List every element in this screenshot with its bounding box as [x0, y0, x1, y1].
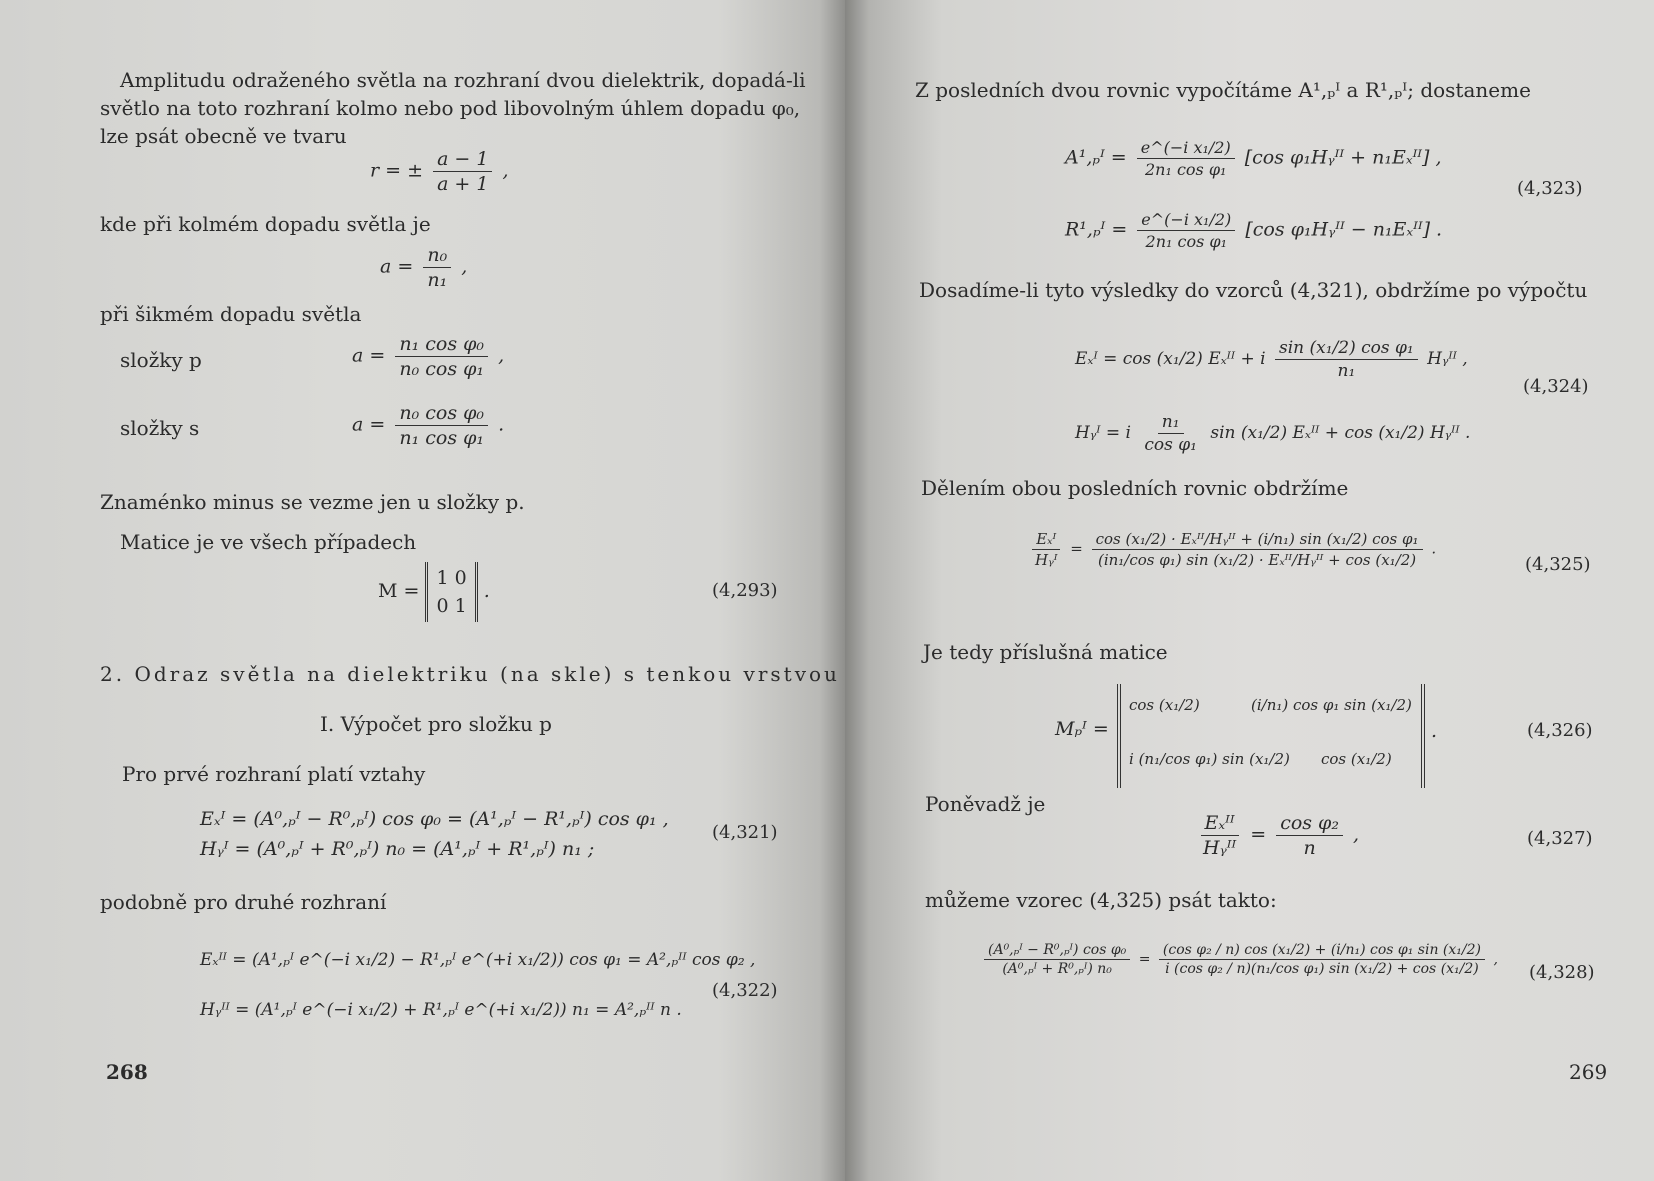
equation-number-4-293: (4,293): [712, 580, 778, 601]
intro-line-2: světlo na toto rozhraní kolmo nebo pod libovolným úhlem dopadu φ₀,: [100, 96, 801, 120]
equation-4-324-line-1: Eₓᴵ = cos (x₁/2) Eₓᴵᴵ + i $\frac{\text{sin (x₁/2) cos φ₁}}{\text{n₁}}$ Hᵧᴵᴵ ,: [1075, 338, 1468, 381]
equation-a-s: a = $\frac{\text{n₀ cos φ₀}}{\text{n₁ cos φ₁}}$ .: [352, 402, 505, 449]
component-s-label: složky s: [120, 416, 200, 440]
normal-incidence-text: kde při kolmém dopadu světla je: [100, 212, 431, 236]
section-heading: 2. Odraz světla na dielektriku (na skle) s tenkou vrstvou: [100, 662, 840, 686]
substitution-text: Dosadíme-li tyto výsledky do vzorců (4,321), obdržíme po výpočtu: [919, 278, 1588, 302]
identity-matrix-equation: M = 1 0 0 1 .: [378, 562, 490, 622]
equation-4-321-line-2: Hᵧᴵ = (A⁰,ₚᴵ + R⁰,ₚᴵ) n₀ = (A¹,ₚᴵ + R¹,ₚᴵ) n₁ ;: [200, 838, 595, 860]
matrix-tail: .: [1431, 720, 1438, 742]
matrix-cell-21: i (n₁/cos φ₁) sin (x₁/2): [1129, 750, 1290, 768]
equation-4-325: $\frac{\text{Eₓᴵ}}{\text{Hᵧᴵ}}$ = $\frac{\text{cos (x₁/2) · Eₓᴵᴵ/Hᵧᴵᴵ + (i/n₁) sin (x₁/2) cos φ₁}}{\text{(in₁/cos φ₁) sin (x₁/2) · Eₓᴵᴵ/Hᵧᴵᴵ + cos (x₁/2)}}$ .: [1027, 530, 1436, 569]
component-p-label: složky p: [120, 348, 202, 372]
calc-intro-text: Z posledních dvou rovnic vypočítáme A¹,ₚᴵ a R¹,ₚᴵ; dostaneme: [915, 78, 1531, 102]
rewrite-text: můžeme vzorec (4,325) psát takto:: [925, 888, 1277, 912]
equation-4-327: $\frac{\text{Eₓᴵᴵ}}{\text{Hᵧᴵᴵ}}$ = $\frac{\text{cos φ₂}}{n}$ ,: [1195, 812, 1359, 859]
sign-note: Znaménko minus se vezme jen u složky p.: [100, 490, 525, 514]
matrix-intro-text: Matice je ve všech případech: [120, 530, 417, 554]
first-interface-text: Pro prvé rozhraní platí vztahy: [122, 762, 426, 786]
equation-number-4-328: (4,328): [1529, 962, 1595, 983]
equation-number-4-326: (4,326): [1527, 720, 1593, 741]
right-page: [845, 0, 1654, 1181]
page-number-right: 269: [1569, 1060, 1608, 1084]
equation-number-4-323: (4,323): [1517, 178, 1583, 199]
subsection-heading: I. Výpočet pro složku p: [320, 712, 552, 736]
division-text: Dělením obou posledních rovnic obdržíme: [921, 476, 1349, 500]
second-interface-text: podobně pro druhé rozhraní: [100, 890, 387, 914]
matrix-row-1: 1 0: [436, 567, 467, 589]
equation-number-4-321: (4,321): [712, 822, 778, 843]
transfer-matrix: [1117, 684, 1425, 788]
matrix-m-label: Mₚᴵ =: [1055, 718, 1109, 740]
equation-4-321-line-1: Eₓᴵ = (A⁰,ₚᴵ − R⁰,ₚᴵ) cos φ₀ = (A¹,ₚᴵ − R¹,ₚᴵ) cos φ₁ ,: [200, 808, 669, 830]
equation-number-4-325: (4,325): [1525, 554, 1591, 575]
oblique-incidence-text: při šikmém dopadu světla: [100, 302, 362, 326]
matrix-intro-text-right: Je tedy příslušná matice: [923, 640, 1168, 664]
equation-4-323-line-2: R¹,ₚᴵ = $\frac{\text{e\textasciicircum{}(−i x₁/2)}}{\text{2n₁ cos φ₁}}$ [cos φ₁Hᵧᴵᴵ − n₁Eₓᴵᴵ] .: [1065, 210, 1443, 251]
matrix-row-2: 0 1: [436, 595, 467, 617]
matrix-cell-22: cos (x₁/2): [1321, 750, 1392, 768]
matrix-cell-12: (i/n₁) cos φ₁ sin (x₁/2): [1251, 696, 1412, 714]
since-text: Poněvadž je: [925, 792, 1046, 816]
equation-a-p: a = $\frac{\text{n₁ cos φ₀}}{\text{n₀ cos φ₁}}$ ,: [352, 333, 505, 380]
equation-4-322-line-2: Hᵧᴵᴵ = (A¹,ₚᴵ e^(−i x₁/2) + R¹,ₚᴵ e^(+i x₁/2)) n₁ = A²,ₚᴵᴵ n .: [200, 1000, 682, 1020]
equation-4-328: $\frac{\text{(A⁰,ₚᴵ − R⁰,ₚᴵ) cos φ₀}}{\text{(A⁰,ₚᴵ + R⁰,ₚᴵ) n₀}}$ = $\frac{\text{(cos φ₂ / n) cos (x₁/2) + (i/n₁) cos φ₁ sin (x₁/2)}}{\text{i (cos φ₂ / n)(n₁/cos φ₁) sin (x₁/2) + cos (x₁/2)}}$ ,: [980, 942, 1498, 977]
matrix-cell-11: cos (x₁/2): [1129, 696, 1200, 714]
intro-line-1: Amplitudu odraženého světla na rozhraní dvou dielektrik, dopadá-li: [120, 68, 806, 92]
page-number-left: 268: [106, 1060, 148, 1084]
equation-number-4-327: (4,327): [1527, 828, 1593, 849]
equation-4-324-line-2: Hᵧᴵ = i $\frac{\text{n₁}}{\text{cos φ₁}}$ sin (x₁/2) Eₓᴵᴵ + cos (x₁/2) Hᵧᴵᴵ .: [1075, 412, 1471, 455]
intro-line-3: lze psát obecně ve tvaru: [100, 124, 347, 148]
equation-number-4-324: (4,324): [1523, 376, 1589, 397]
equation-4-322-line-1: Eₓᴵᴵ = (A¹,ₚᴵ e^(−i x₁/2) − R¹,ₚᴵ e^(+i x₁/2)) cos φ₁ = A²,ₚᴵᴵ cos φ₂ ,: [200, 950, 756, 970]
equation-number-4-322: (4,322): [712, 980, 778, 1001]
equation-4-323-line-1: A¹,ₚᴵ = $\frac{\text{e\textasciicircum{}(−i x₁/2)}}{\text{2n₁ cos φ₁}}$ [cos φ₁Hᵧᴵᴵ + n₁Eₓᴵᴵ] ,: [1065, 138, 1442, 179]
equation-r: r = ± $\frac{a - 1}{a + 1}$ ,: [370, 148, 509, 195]
equation-a-normal: a = $\frac{\text{n₀}}{\text{n₁}}$ ,: [380, 244, 468, 291]
